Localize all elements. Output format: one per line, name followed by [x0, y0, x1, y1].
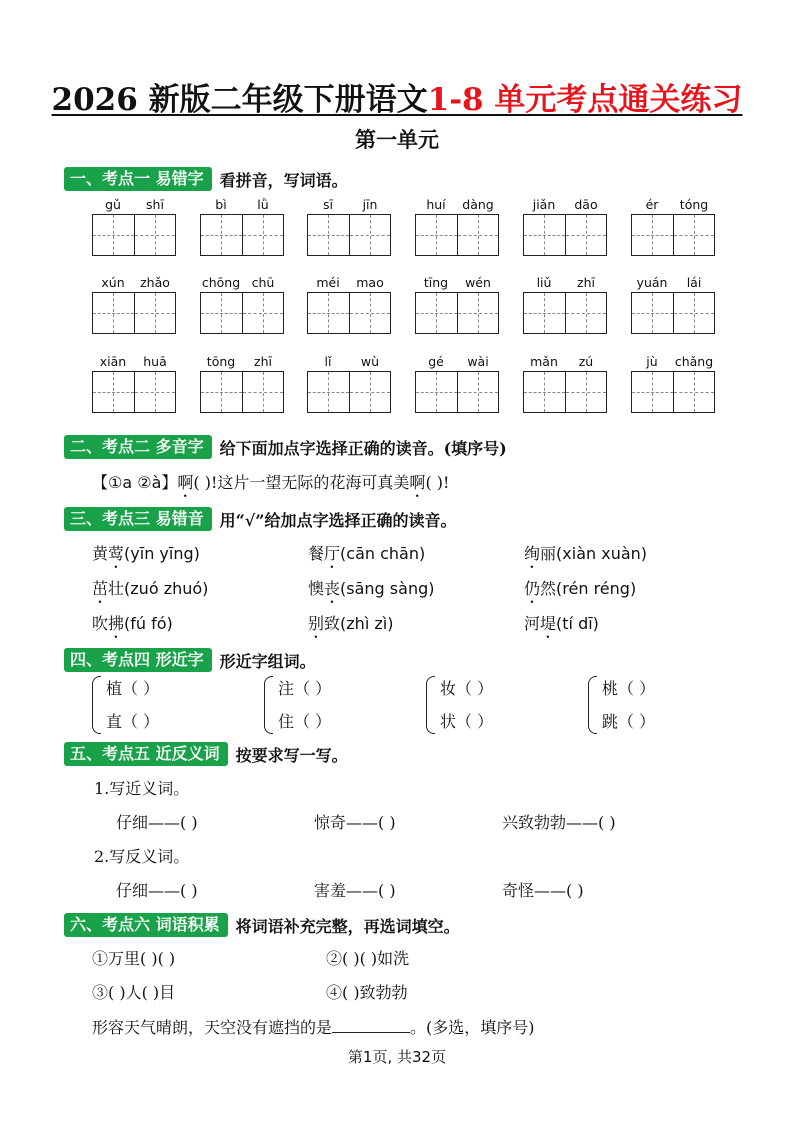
word-char: 致: [324, 614, 341, 633]
writing-box[interactable]: [632, 215, 673, 255]
word-char: 黄: [92, 544, 109, 563]
pinyin-syllable: lǜ: [257, 197, 269, 212]
pinyin-word-cell: [523, 196, 609, 256]
idiom-item: ④( )致勃勃: [326, 983, 408, 1002]
word-char: 河: [524, 614, 541, 633]
pinyin-label: [631, 353, 715, 371]
pinyin-label: [92, 196, 176, 214]
pinyin-label: [523, 353, 607, 371]
tianzige-boxes: [523, 214, 607, 256]
writing-box[interactable]: [673, 372, 714, 412]
writing-box[interactable]: [632, 372, 673, 412]
synonym-item: 仔细——( ): [116, 813, 198, 832]
pinyin-word-cell: [200, 196, 286, 256]
similar-char-group: [92, 676, 212, 734]
pinyin-label: [200, 353, 284, 371]
tianzige-boxes: [92, 371, 176, 413]
char-word-blank: 妆（ ）: [440, 679, 494, 698]
writing-box[interactable]: [308, 372, 349, 412]
writing-box[interactable]: [242, 293, 283, 333]
section-instruction: 给下面加点字选择正确的读音。(填序号): [219, 438, 507, 458]
tianzige-boxes: [415, 214, 499, 256]
pinyin-syllable: yuán: [636, 275, 668, 290]
pinyin-syllable: liǔ: [536, 275, 552, 290]
tianzige-boxes: [631, 214, 715, 256]
pinyin-options[interactable]: (cān chān): [340, 544, 426, 563]
pinyin-syllable: bì: [215, 197, 227, 212]
section-instruction: 将词语补充完整，再选词填空。: [235, 916, 460, 936]
pinyin-label: [415, 353, 499, 371]
tianzige-boxes: [307, 214, 391, 256]
similar-char-group: [264, 676, 384, 734]
pinyin-syllable: gǔ: [105, 197, 121, 212]
pronunciation-item: [92, 613, 173, 642]
pinyin-syllable: huí: [426, 197, 446, 212]
pinyin-word-cell: [631, 353, 717, 413]
pinyin-syllable: zhǎo: [140, 275, 170, 290]
section-instruction: 用“√”给加点字选择正确的读音。: [219, 510, 457, 530]
writing-box[interactable]: [134, 372, 175, 412]
section-4-header: [64, 647, 316, 673]
pinyin-syllable: zú: [578, 354, 594, 369]
tianzige-boxes: [200, 371, 284, 413]
section-badge: 二、考点二 多音字: [64, 435, 212, 459]
writing-box[interactable]: [565, 293, 606, 333]
page-footer: 第1页, 共32页: [347, 1048, 447, 1066]
section-badge: 四、考点四 形近字: [64, 648, 212, 672]
pinyin-label: [523, 274, 607, 292]
pinyin-syllable: lǐ: [324, 354, 332, 369]
pinyin-label: [92, 353, 176, 371]
pinyin-label: [631, 196, 715, 214]
pinyin-syllable: wài: [467, 354, 489, 369]
pinyin-word-cell: [200, 274, 286, 334]
pronunciation-item: [524, 613, 599, 642]
char-word-blank: 住（ ）: [278, 712, 332, 731]
pinyin-word-cell: [92, 274, 178, 334]
section-badge: 一、考点一 易错字: [64, 167, 212, 191]
section-5-header: [64, 741, 348, 767]
writing-box[interactable]: [565, 372, 606, 412]
tianzige-boxes: [415, 371, 499, 413]
pinyin-label: [307, 196, 391, 214]
brace-icon: [588, 676, 597, 734]
pinyin-syllable: wù: [360, 354, 380, 369]
dotted-char: 啊: [409, 473, 426, 492]
synonym-item: 惊奇——( ): [314, 813, 396, 832]
reading-options: 【①a ②à】: [92, 473, 178, 492]
char-word-blank: 状（ ）: [440, 712, 494, 731]
section-badge: 五、考点五 近反义词: [64, 742, 228, 766]
pinyin-syllable: shī: [146, 197, 164, 212]
pinyin-syllable: lái: [686, 275, 702, 290]
tianzige-boxes: [631, 292, 715, 334]
writing-box[interactable]: [134, 293, 175, 333]
writing-box[interactable]: [201, 372, 242, 412]
pinyin-syllable: dāo: [574, 197, 598, 212]
pinyin-syllable: tóng: [679, 197, 709, 212]
pinyin-label: [92, 274, 176, 292]
pinyin-word-cell: [631, 196, 717, 256]
tianzige-boxes: [631, 371, 715, 413]
pronunciation-item: [308, 578, 434, 607]
writing-box[interactable]: [134, 215, 175, 255]
dotted-char: 丧: [324, 579, 341, 598]
section-2-header: [64, 434, 507, 460]
writing-box[interactable]: [93, 215, 134, 255]
pinyin-syllable: dàng: [462, 197, 494, 212]
char-word-blank: 直（ ）: [106, 712, 160, 731]
pinyin-word-cell: [307, 274, 393, 334]
writing-box[interactable]: [524, 372, 565, 412]
word-char: 餐: [308, 544, 325, 563]
pronunciation-item: [524, 543, 647, 572]
pinyin-syllable: ér: [645, 197, 659, 212]
pinyin-word-cell: [415, 274, 501, 334]
pinyin-word-cell: [307, 196, 393, 256]
pinyin-word-cell: [631, 274, 717, 334]
pinyin-word-cell: [523, 274, 609, 334]
pinyin-syllable: jiǎn: [532, 197, 556, 212]
pinyin-options[interactable]: (fú fó): [124, 614, 173, 633]
char-word-blank: 植（ ）: [106, 679, 160, 698]
char-word-blank: 注（ ）: [278, 679, 332, 698]
writing-box[interactable]: [457, 372, 498, 412]
antonym-item: 害羞——( ): [314, 881, 396, 900]
pinyin-syllable: sī: [323, 197, 333, 212]
pinyin-word-cell: [523, 353, 609, 413]
question-note: 。(多选，填序号): [410, 1018, 535, 1037]
idiom-item: ②( )( )如洗: [326, 949, 410, 968]
pinyin-label: [631, 274, 715, 292]
pinyin-options[interactable]: (sāng sàng): [340, 579, 435, 598]
pinyin-word-cell: [415, 196, 501, 256]
pinyin-word-cell: [415, 353, 501, 413]
writing-box[interactable]: [416, 293, 457, 333]
writing-box[interactable]: [524, 293, 565, 333]
dotted-char: 厅: [324, 544, 341, 563]
word-char: 壮: [108, 579, 125, 598]
pinyin-label: [200, 196, 284, 214]
pinyin-syllable: méi: [316, 275, 340, 290]
pinyin-syllable: tōng: [206, 354, 236, 369]
pinyin-options[interactable]: (rén réng): [556, 579, 637, 598]
brace-icon: [264, 676, 273, 734]
char-word-blank: 跳（ ）: [602, 712, 656, 731]
word-char: 吹: [92, 614, 109, 633]
page-title: [0, 80, 794, 120]
word-char: 然: [540, 579, 557, 598]
writing-box[interactable]: [457, 215, 498, 255]
fill-in-question: [92, 1016, 535, 1039]
section-badge: 三、考点三 易错音: [64, 507, 212, 531]
polyphone-question: [92, 472, 449, 501]
dotted-char: 仍: [524, 579, 541, 598]
tianzige-boxes: [307, 371, 391, 413]
pinyin-label: [415, 196, 499, 214]
antonym-subheading: 2.写反义词。: [94, 847, 190, 866]
section-instruction: 按要求写一写。: [235, 745, 348, 765]
polyphone-sentence: ( )!这片一望无际的花海可真美: [193, 473, 410, 492]
writing-box[interactable]: [242, 372, 283, 412]
pinyin-word-cell: [92, 353, 178, 413]
dotted-char: 啊: [177, 473, 194, 492]
word-char: 懊: [308, 579, 325, 598]
synonym-item: 兴致勃勃——( ): [502, 813, 616, 832]
pinyin-options[interactable]: (zhì zì): [340, 614, 394, 633]
word-char: 丽: [540, 544, 557, 563]
pinyin-syllable: zhī: [577, 275, 595, 290]
pinyin-label: [200, 274, 284, 292]
section-instruction: 形近字组词。: [219, 651, 316, 671]
pronunciation-item: [308, 543, 425, 572]
writing-box[interactable]: [93, 372, 134, 412]
unit-title: 第一单元: [355, 127, 439, 152]
writing-box[interactable]: [201, 215, 242, 255]
pinyin-syllable: chū: [251, 275, 275, 290]
dotted-char: 茁: [92, 579, 109, 598]
dotted-char: 拂: [108, 614, 125, 633]
writing-box[interactable]: [632, 293, 673, 333]
dotted-char: 别: [308, 614, 325, 633]
pinyin-label: [415, 274, 499, 292]
writing-box[interactable]: [349, 215, 390, 255]
pinyin-label: [307, 274, 391, 292]
antonym-item: 仔细——( ): [116, 881, 198, 900]
section-badge: 六、考点六 词语积累: [64, 913, 228, 937]
tianzige-boxes: [200, 214, 284, 256]
section-instruction: 看拼音，写词语。: [219, 170, 348, 190]
tianzige-boxes: [200, 292, 284, 334]
writing-box[interactable]: [524, 215, 565, 255]
pinyin-label: [523, 196, 607, 214]
pinyin-options[interactable]: (xiàn xuàn): [556, 544, 648, 563]
pinyin-label: [307, 353, 391, 371]
tianzige-boxes: [307, 292, 391, 334]
pinyin-syllable: tīng: [423, 275, 449, 290]
pronunciation-item: [92, 543, 200, 572]
pinyin-syllable: mǎn: [530, 354, 558, 369]
writing-box[interactable]: [242, 215, 283, 255]
pinyin-syllable: wén: [465, 275, 491, 290]
pinyin-word-cell: [92, 196, 178, 256]
question-text: 形容天气晴朗，天空没有遮挡的是: [92, 1018, 333, 1037]
title-red-part: 1-8 单元考点通关练习: [427, 82, 743, 118]
antonym-item: 奇怪——( ): [502, 881, 584, 900]
tianzige-boxes: [415, 292, 499, 334]
writing-box[interactable]: [673, 215, 714, 255]
writing-box[interactable]: [565, 215, 606, 255]
pinyin-options[interactable]: (yīn yīng): [124, 544, 200, 563]
pinyin-syllable: chōng: [201, 275, 241, 290]
similar-char-group: [426, 676, 546, 734]
writing-box[interactable]: [308, 215, 349, 255]
pinyin-syllable: chǎng: [674, 354, 714, 369]
idiom-item: ①万里( )( ): [92, 949, 176, 968]
pinyin-options[interactable]: (zuó zhuó): [124, 579, 209, 598]
section-6-header: [64, 912, 460, 938]
tianzige-boxes: [523, 371, 607, 413]
dotted-char: 绚: [524, 544, 541, 563]
writing-box[interactable]: [416, 372, 457, 412]
dotted-char: 堤: [540, 614, 557, 633]
pinyin-syllable: jù: [646, 354, 658, 369]
pinyin-syllable: mao: [356, 275, 384, 290]
tianzige-boxes: [523, 292, 607, 334]
pronunciation-item: [92, 578, 208, 607]
pinyin-options[interactable]: (tí dī): [556, 614, 599, 633]
answer-blank: ( )!: [425, 473, 450, 492]
pinyin-syllable: jīn: [362, 197, 378, 212]
writing-box[interactable]: [349, 293, 390, 333]
dotted-char: 莺: [108, 544, 125, 563]
synonym-subheading: 1.写近义词。: [94, 779, 190, 798]
section-3-header: [64, 506, 457, 532]
title-black-part: 2026 新版二年级下册语文: [51, 82, 428, 118]
brace-icon: [92, 676, 101, 734]
pinyin-word-cell: [200, 353, 286, 413]
pronunciation-item: [308, 613, 393, 642]
answer-blank[interactable]: [332, 1016, 410, 1033]
char-word-blank: 桃（ ）: [602, 679, 656, 698]
pinyin-syllable: xún: [101, 275, 125, 290]
brace-icon: [426, 676, 435, 734]
pinyin-syllable: gé: [428, 354, 444, 369]
pinyin-word-cell: [307, 353, 393, 413]
writing-box[interactable]: [673, 293, 714, 333]
similar-char-group: [588, 676, 708, 734]
tianzige-boxes: [92, 214, 176, 256]
section-1-header: [64, 166, 348, 192]
writing-box[interactable]: [308, 293, 349, 333]
pinyin-syllable: huā: [143, 354, 167, 369]
pinyin-syllable: zhī: [254, 354, 272, 369]
writing-box[interactable]: [416, 215, 457, 255]
idiom-item: ③( )人( )目: [92, 983, 176, 1002]
writing-box[interactable]: [349, 372, 390, 412]
writing-box[interactable]: [93, 293, 134, 333]
writing-box[interactable]: [201, 293, 242, 333]
writing-box[interactable]: [457, 293, 498, 333]
pinyin-syllable: xiān: [99, 354, 127, 369]
pronunciation-item: [524, 578, 636, 607]
tianzige-boxes: [92, 292, 176, 334]
